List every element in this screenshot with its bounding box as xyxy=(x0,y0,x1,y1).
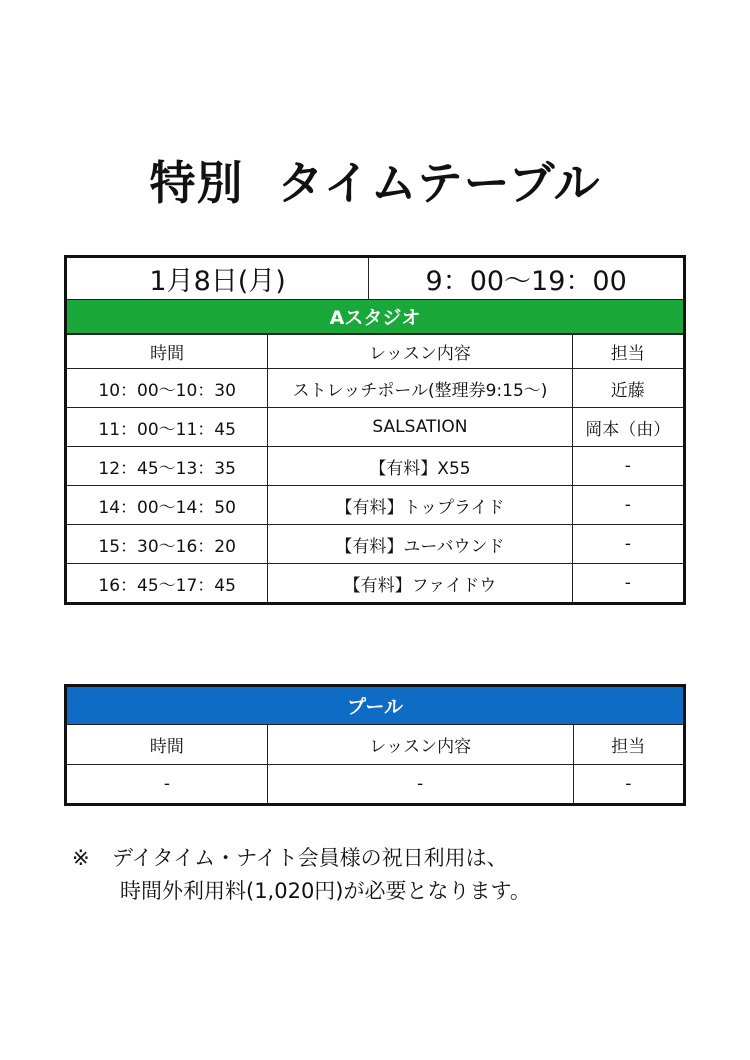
lesson-cell: 【有料】ユーバウンド xyxy=(268,525,572,564)
title-part2: タイムテーブル xyxy=(277,156,601,210)
col-header-lesson: レッスン内容 xyxy=(268,335,572,369)
studio-a-header: Aスタジオ xyxy=(66,300,685,334)
lesson-cell: 【有料】X55 xyxy=(268,447,572,486)
time-cell: 10：00〜10：30 xyxy=(67,369,268,408)
instructor-cell: - xyxy=(572,486,683,525)
instructor-cell: 近藤 xyxy=(572,369,683,408)
time-cell: 15：30〜16：20 xyxy=(67,525,268,564)
time-cell: 14：00〜14：50 xyxy=(67,486,268,525)
instructor-cell: - xyxy=(572,564,683,603)
page-title xyxy=(0,148,750,218)
time-cell: 11：00〜11：45 xyxy=(67,408,268,447)
col-header-instructor: 担当 xyxy=(572,335,683,369)
hours-cell: 9：00〜19：00 xyxy=(369,257,685,300)
note-line2: 時間外利用料(1,020円)が必要となります。 xyxy=(120,879,531,903)
table-row xyxy=(67,408,683,447)
instructor-cell: 岡本（由） xyxy=(572,408,683,447)
time-cell: - xyxy=(66,765,268,805)
instructor-cell: - xyxy=(573,765,684,805)
col-header-lesson: レッスン内容 xyxy=(267,725,573,765)
table-row xyxy=(67,525,683,564)
title-part1: 特別 xyxy=(149,156,244,210)
pool-timetable xyxy=(64,684,686,806)
col-header-time: 時間 xyxy=(67,335,268,369)
table-row xyxy=(67,447,683,486)
instructor-cell: - xyxy=(572,525,683,564)
note-line1: デイタイム・ナイト会員様の祝日利用は、 xyxy=(112,846,508,870)
lesson-cell: - xyxy=(267,765,573,805)
studio-a-timetable xyxy=(64,255,686,605)
note-mark: ※ xyxy=(72,846,90,870)
time-cell: 12：45〜13：35 xyxy=(67,447,268,486)
pool-header: プール xyxy=(66,686,685,725)
holiday-note xyxy=(72,842,531,908)
date-cell: 1月8日(月) xyxy=(66,257,369,300)
table-row xyxy=(67,564,683,603)
lesson-cell: 【有料】ファイドウ xyxy=(268,564,572,603)
lesson-cell: 【有料】トップライド xyxy=(268,486,572,525)
col-header-instructor: 担当 xyxy=(573,725,684,765)
instructor-cell: - xyxy=(572,447,683,486)
studio-a-lessons xyxy=(67,334,683,602)
table-row xyxy=(67,486,683,525)
time-cell: 16：45〜17：45 xyxy=(67,564,268,603)
lesson-cell: SALSATION xyxy=(268,408,572,447)
lesson-cell: ストレッチポール(整理券9:15〜) xyxy=(268,369,572,408)
table-row xyxy=(67,369,683,408)
table-row xyxy=(66,765,685,805)
col-header-time: 時間 xyxy=(66,725,268,765)
